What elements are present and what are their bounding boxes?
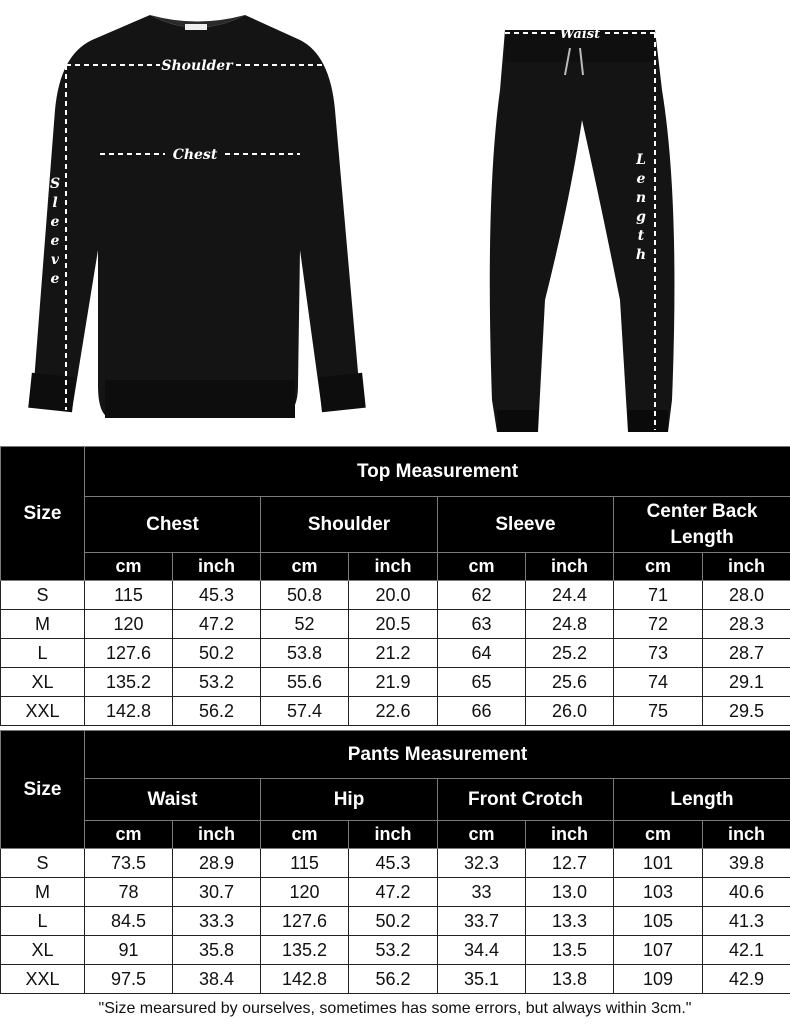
table-cell: 39.8	[703, 849, 790, 878]
unit-header: cm	[614, 821, 703, 849]
footnote: "Size mearsured by ourselves, sometimes has some errors, but always within 3cm."	[98, 1000, 692, 1017]
table-cell: 74	[614, 668, 703, 697]
sweatshirt-image	[28, 15, 366, 418]
waist-label: Waist	[559, 27, 601, 42]
table-cell: 73	[614, 639, 703, 668]
table-cell: 72	[614, 610, 703, 639]
table-cell: 29.1	[703, 668, 790, 697]
svg-text:Length: L e n g t h	[635, 152, 647, 263]
table-cell: 63	[438, 610, 526, 639]
column-header: Hip	[261, 779, 438, 821]
table-cell: 45.3	[173, 581, 261, 610]
unit-header: inch	[173, 553, 261, 581]
size-label: XXL	[1, 965, 85, 994]
table-cell: 20.5	[349, 610, 438, 639]
table-cell: 41.3	[703, 907, 790, 936]
table-cell: 21.9	[349, 668, 438, 697]
unit-header: inch	[703, 821, 790, 849]
table-cell: 47.2	[349, 878, 438, 907]
unit-header: cm	[614, 553, 703, 581]
size-label: S	[1, 581, 85, 610]
table-cell: 33.7	[438, 907, 526, 936]
table-cell: 25.6	[526, 668, 614, 697]
table-cell: 53.2	[173, 668, 261, 697]
table-cell: 53.2	[349, 936, 438, 965]
table-cell: 42.1	[703, 936, 790, 965]
table-cell: 91	[85, 936, 173, 965]
table-cell: 115	[261, 849, 349, 878]
table-cell: 26.0	[526, 697, 614, 726]
unit-header-row	[1, 553, 790, 581]
table-cell: 38.4	[173, 965, 261, 994]
table-cell: 28.3	[703, 610, 790, 639]
table-cell: 84.5	[85, 907, 173, 936]
table-row	[1, 697, 790, 726]
table-cell: 56.2	[173, 697, 261, 726]
unit-header: cm	[85, 553, 173, 581]
table-cell: 142.8	[261, 965, 349, 994]
size-label: M	[1, 878, 85, 907]
unit-header: cm	[261, 821, 349, 849]
table-cell: 34.4	[438, 936, 526, 965]
unit-header-row	[1, 821, 790, 849]
table-cell: 25.2	[526, 639, 614, 668]
size-label: M	[1, 610, 85, 639]
size-header: Size	[1, 447, 85, 581]
table-cell: 109	[614, 965, 703, 994]
table-cell: 33	[438, 878, 526, 907]
table-cell: 135.2	[85, 668, 173, 697]
unit-header: inch	[526, 821, 614, 849]
table-cell: 101	[614, 849, 703, 878]
column-header: Front Crotch	[438, 779, 614, 821]
table-cell: 55.6	[261, 668, 349, 697]
table-cell: 33.3	[173, 907, 261, 936]
table-cell: 56.2	[349, 965, 438, 994]
table-cell: 47.2	[173, 610, 261, 639]
table-cell: 115	[85, 581, 173, 610]
shoulder-label: Shoulder	[161, 58, 233, 74]
chest-label: Chest	[172, 147, 218, 163]
size-label: XXL	[1, 697, 85, 726]
table-cell: 32.3	[438, 849, 526, 878]
size-label: L	[1, 639, 85, 668]
column-header: Waist	[85, 779, 261, 821]
unit-header: inch	[349, 553, 438, 581]
table-cell: 75	[614, 697, 703, 726]
table-title: Pants Measurement	[85, 731, 790, 779]
table-cell: 65	[438, 668, 526, 697]
table-cell: 127.6	[261, 907, 349, 936]
unit-header: inch	[526, 553, 614, 581]
size-header: Size	[1, 731, 85, 849]
table-cell: 50.8	[261, 581, 349, 610]
table-cell: 97.5	[85, 965, 173, 994]
table-cell: 135.2	[261, 936, 349, 965]
table-title: Top Measurement	[85, 447, 790, 497]
table-cell: 35.1	[438, 965, 526, 994]
table-row	[1, 849, 790, 878]
table-row	[1, 878, 790, 907]
table-cell: 66	[438, 697, 526, 726]
table-cell: 107	[614, 936, 703, 965]
table-cell: 24.4	[526, 581, 614, 610]
table-cell: 120	[261, 878, 349, 907]
table-cell: 12.7	[526, 849, 614, 878]
table-row	[1, 936, 790, 965]
table-cell: 29.5	[703, 697, 790, 726]
table-cell: 142.8	[85, 697, 173, 726]
pants-image	[490, 30, 675, 432]
table-cell: 13.3	[526, 907, 614, 936]
table-cell: 103	[614, 878, 703, 907]
unit-header: inch	[349, 821, 438, 849]
table-cell: 13.8	[526, 965, 614, 994]
column-header: Length	[614, 779, 790, 821]
table-cell: 30.7	[173, 878, 261, 907]
table-cell: 127.6	[85, 639, 173, 668]
table-cell: 71	[614, 581, 703, 610]
table-cell: 35.8	[173, 936, 261, 965]
table-cell: 20.0	[349, 581, 438, 610]
size-label: XL	[1, 936, 85, 965]
unit-header: inch	[173, 821, 261, 849]
table-cell: 42.9	[703, 965, 790, 994]
table-row	[1, 907, 790, 936]
table-cell: 64	[438, 639, 526, 668]
pants-table-body	[1, 849, 790, 994]
table-cell: 120	[85, 610, 173, 639]
size-label: S	[1, 849, 85, 878]
svg-text:Sleeve: S l e e v e	[49, 176, 61, 287]
pants-measurement-table	[0, 730, 790, 994]
table-cell: 52	[261, 610, 349, 639]
table-row	[1, 965, 790, 994]
column-header: Shoulder	[261, 497, 438, 553]
table-cell: 13.5	[526, 936, 614, 965]
table-row	[1, 610, 790, 639]
product-illustration	[0, 0, 790, 445]
table-cell: 73.5	[85, 849, 173, 878]
unit-header: cm	[438, 553, 526, 581]
table-cell: 50.2	[173, 639, 261, 668]
table-cell: 40.6	[703, 878, 790, 907]
table-cell: 21.2	[349, 639, 438, 668]
unit-header: cm	[438, 821, 526, 849]
column-header: Center Back Length	[614, 497, 790, 553]
table-cell: 28.0	[703, 581, 790, 610]
table-cell: 62	[438, 581, 526, 610]
table-cell: 78	[85, 878, 173, 907]
size-label: XL	[1, 668, 85, 697]
top-table-body	[1, 581, 790, 726]
table-cell: 28.9	[173, 849, 261, 878]
top-measurement-table	[0, 446, 790, 726]
unit-header: cm	[261, 553, 349, 581]
table-cell: 53.8	[261, 639, 349, 668]
table-row	[1, 581, 790, 610]
table-cell: 45.3	[349, 849, 438, 878]
table-cell: 22.6	[349, 697, 438, 726]
column-header: Sleeve	[438, 497, 614, 553]
table-row	[1, 668, 790, 697]
table-cell: 13.0	[526, 878, 614, 907]
table-cell: 57.4	[261, 697, 349, 726]
unit-header: inch	[703, 553, 790, 581]
unit-header: cm	[85, 821, 173, 849]
table-cell: 28.7	[703, 639, 790, 668]
column-header: Chest	[85, 497, 261, 553]
table-cell: 105	[614, 907, 703, 936]
table-cell: 50.2	[349, 907, 438, 936]
size-label: L	[1, 907, 85, 936]
table-cell: 24.8	[526, 610, 614, 639]
table-row	[1, 639, 790, 668]
